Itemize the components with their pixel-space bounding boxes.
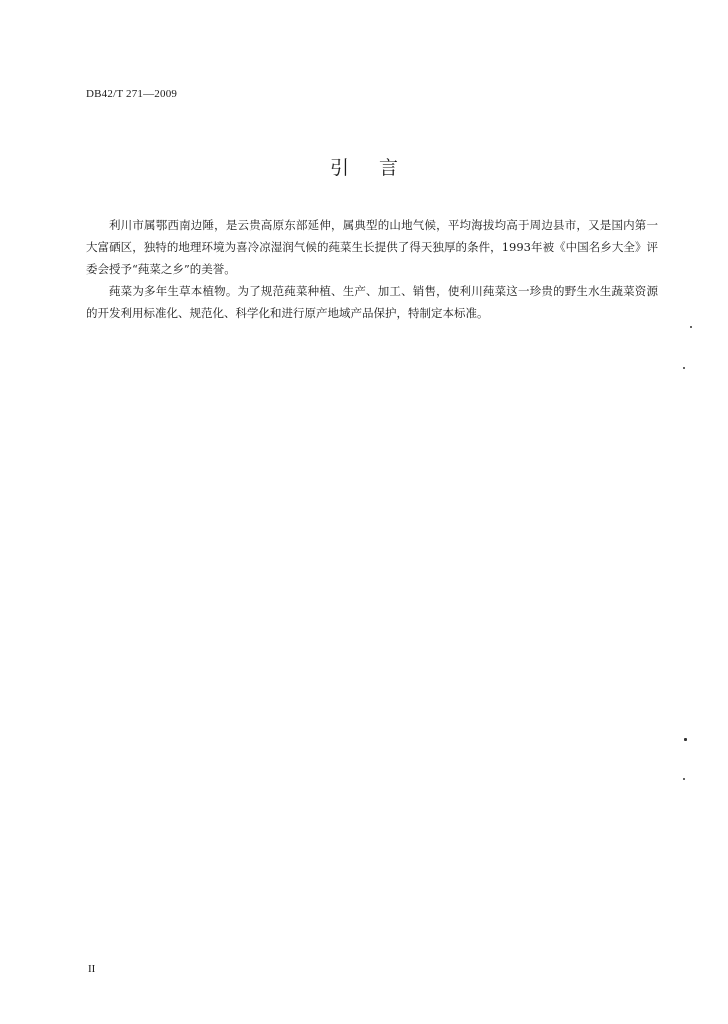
section-title: 引言 xyxy=(329,157,428,179)
scan-speck xyxy=(683,367,685,369)
standard-code: DB42/T 271—2009 xyxy=(86,88,178,100)
page-number: II xyxy=(88,963,96,975)
scan-speck xyxy=(684,738,687,741)
paragraph: 利川市属鄂西南边陲，是云贵高原东部延伸，属典型的山地气候，平均海拔均高于周边县市，又是国内第一大富硒区，独特的地理环境为喜冷凉湿润气候的莼菜生长提供了得天独厚的条件，1993年被《中国名乡大全》评委会授予“莼菜之乡”的美誉。 xyxy=(86,218,658,276)
introduction-body xyxy=(86,214,658,324)
scan-speck xyxy=(683,778,685,780)
scan-speck xyxy=(690,326,692,328)
paragraph: 莼菜为多年生草本植物。为了规范莼菜种植、生产、加工、销售，使利川莼菜这一珍贵的野生水生蔬菜资源的开发利用标准化、规范化、科学化和进行原产地域产品保护，特制定本标准。 xyxy=(86,284,658,320)
